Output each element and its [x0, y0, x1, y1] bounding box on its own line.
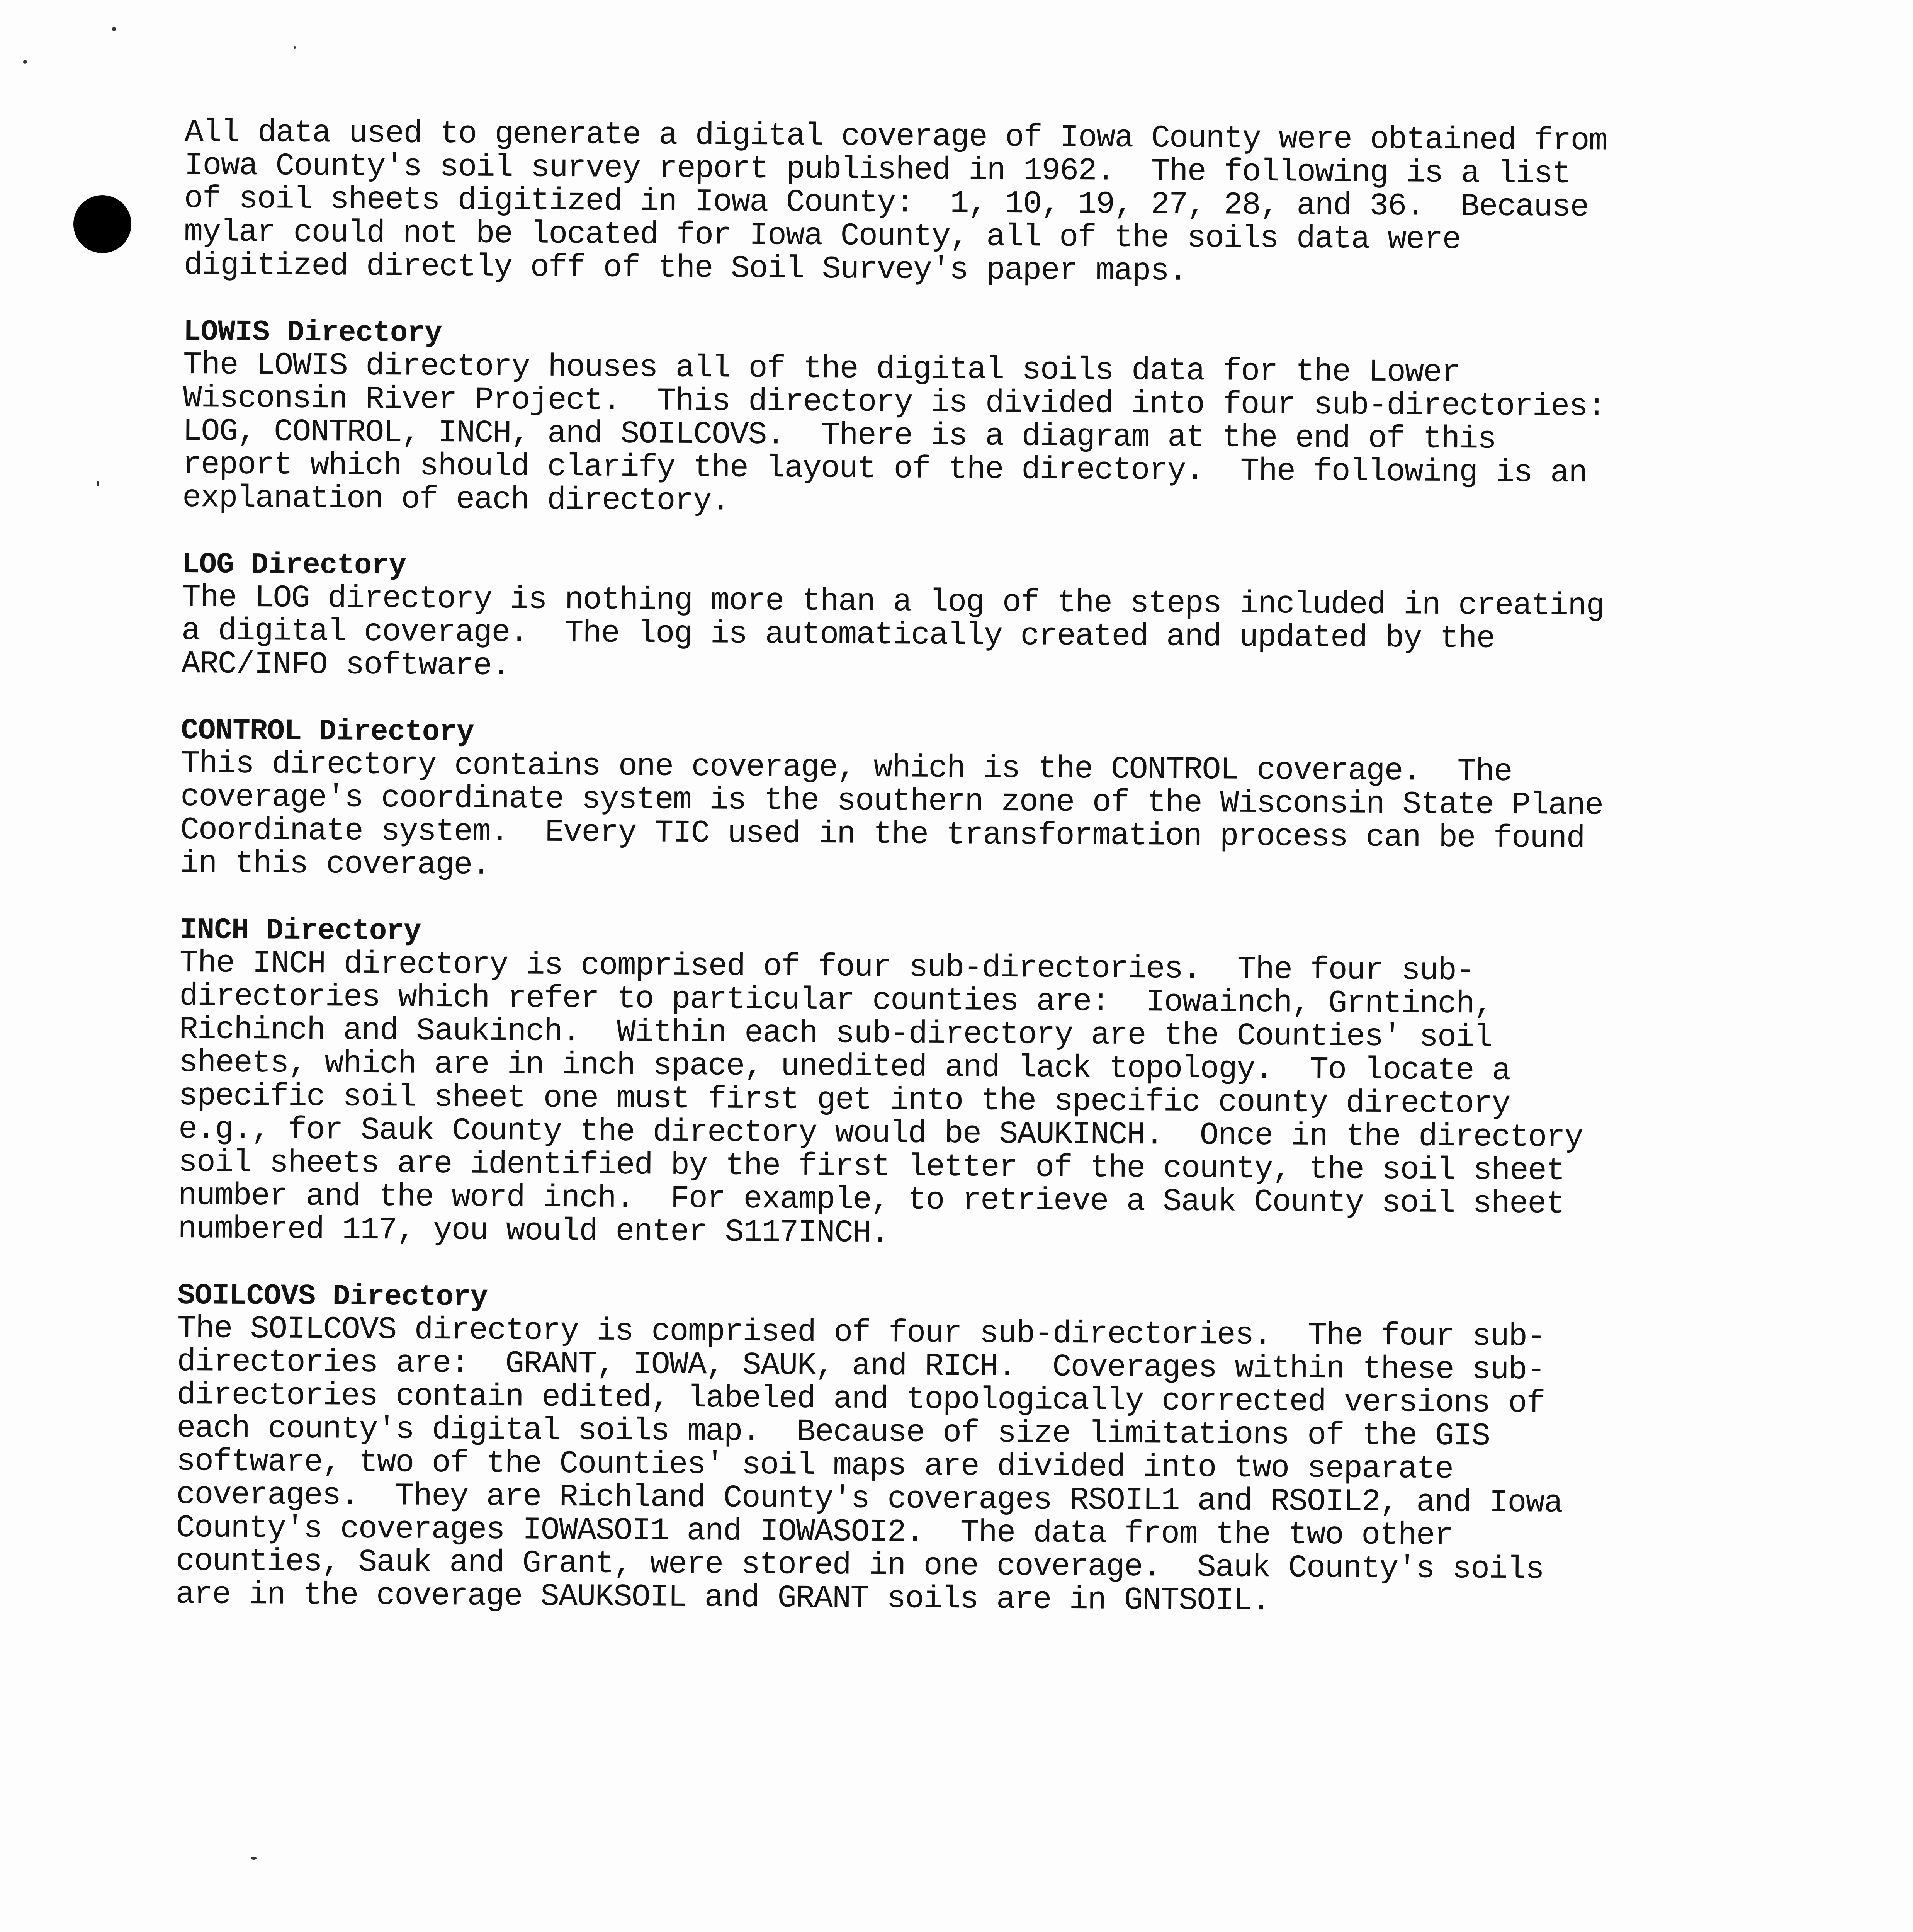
section-heading: CONTROL Directory [181, 714, 474, 749]
body-line: report which should clarify the layout of the directory. The following is an [182, 446, 1587, 492]
body-line: coverages. They are Richland County's coverages RSOIL1 and RSOIL2, and Iowa [176, 1476, 1563, 1521]
section-log [181, 548, 1727, 690]
body-line: explanation of each directory. [182, 480, 730, 519]
section-control [180, 714, 1726, 889]
body-line: Richinch and Saukinch. Within each sub-directory are the Counties' soil [179, 1011, 1492, 1056]
body-line: directories contain edited, labeled and topologically corrected versions of [177, 1377, 1545, 1422]
body-line: Iowa County's soil survey report published in 1962. The following is a list [184, 147, 1571, 192]
body-line: counties, Sauk and Grant, were stored in one coverage. Sauk County's soils [175, 1543, 1544, 1588]
body-line: number and the word inch. For example, to retrieve a Sauk County soil sheet [178, 1177, 1564, 1222]
body-line: numbered 117, you would enter S117INCH. [178, 1211, 889, 1252]
section-lowis [182, 315, 1729, 524]
body-line: The SOILCOVS directory is comprised of four sub-directories. The four sub- [177, 1310, 1545, 1355]
body-line: Coordinate system. Every TIC used in the transformation process can be found [180, 812, 1585, 857]
body-line: of soil sheets digitized in Iowa County: 1, 10, 19, 27, 28, and 36. Because [184, 180, 1589, 226]
section-inch [178, 913, 1725, 1255]
body-line: e.g., for Sauk County the directory would be SAUKINCH. Once in the directory [178, 1111, 1583, 1156]
scan-speck [112, 27, 116, 31]
section-heading: LOWIS Directory [183, 315, 442, 350]
body-line: software, two of the Counties' soil maps are divided into two separate [176, 1443, 1453, 1488]
scan-speck [294, 46, 296, 49]
body-line: mylar could not be located for Iowa County, all of the soils data were [183, 214, 1461, 258]
body-line: directories are: GRANT, IOWA, SAUK, and RICH. Coverages within these sub- [177, 1344, 1545, 1388]
scan-speck [251, 1857, 257, 1860]
body-line: directories which refer to particular counties are: Iowainch, Grntinch, [179, 978, 1493, 1022]
body-line: Wisconsin River Project. This directory is divided into four sub-directories: [183, 380, 1605, 425]
body-line: All data used to generate a digital coverage of Iowa County were obtained from [184, 114, 1607, 159]
body-line: The LOG directory is nothing more than a log of the steps included in creating [182, 579, 1604, 624]
body-line: County's coverages IOWASOI1 and IOWASOI2. The data from the two other [176, 1510, 1453, 1554]
punch-hole-top [73, 195, 131, 253]
body-line: each county's digital soils map. Because of size limitations of the GIS [176, 1410, 1490, 1454]
body-line: ARC/INFO software. [181, 646, 510, 684]
scan-speck [23, 60, 27, 64]
body-line: LOG, CONTROL, INCH, and SOILCOVS. There is a diagram at the end of this [182, 413, 1496, 457]
body-line: a digital coverage. The log is automatically created and updated by the [181, 612, 1495, 657]
body-line: The LOWIS directory houses all of the digital soils data for the Lower [183, 347, 1460, 391]
section-heading: LOG Directory [182, 548, 406, 583]
body-line: coverage's coordinate system is the southern zone of the Wisconsin State Plane [180, 779, 1603, 824]
document-body [175, 116, 1730, 1654]
body-line: digitized directly off of the Soil Survey's paper maps. [183, 247, 1187, 289]
section-soilcovs [175, 1279, 1723, 1621]
body-line: are in the coverage SAUKSOIL and GRANT soils are in GNTSOIL. [175, 1576, 1270, 1619]
body-line: specific soil sheet one must first get into the specific county directory [178, 1078, 1510, 1122]
intro-paragraph [183, 116, 1730, 291]
section-heading: SOILCOVS Directory [177, 1279, 488, 1314]
body-line: sheets, which are in inch space, unedited and lack topology. To locate a [178, 1044, 1510, 1089]
scan-speck [97, 481, 99, 486]
section-heading: INCH Directory [179, 913, 421, 948]
body-line: This directory contains one coverage, which is the CONTROL coverage. The [180, 745, 1512, 790]
body-line: The INCH directory is comprised of four sub-directories. The four sub- [179, 945, 1475, 989]
body-line: in this coverage. [180, 845, 490, 883]
body-line: soil sheets are identified by the first letter of the county, the soil sheet [178, 1144, 1565, 1189]
